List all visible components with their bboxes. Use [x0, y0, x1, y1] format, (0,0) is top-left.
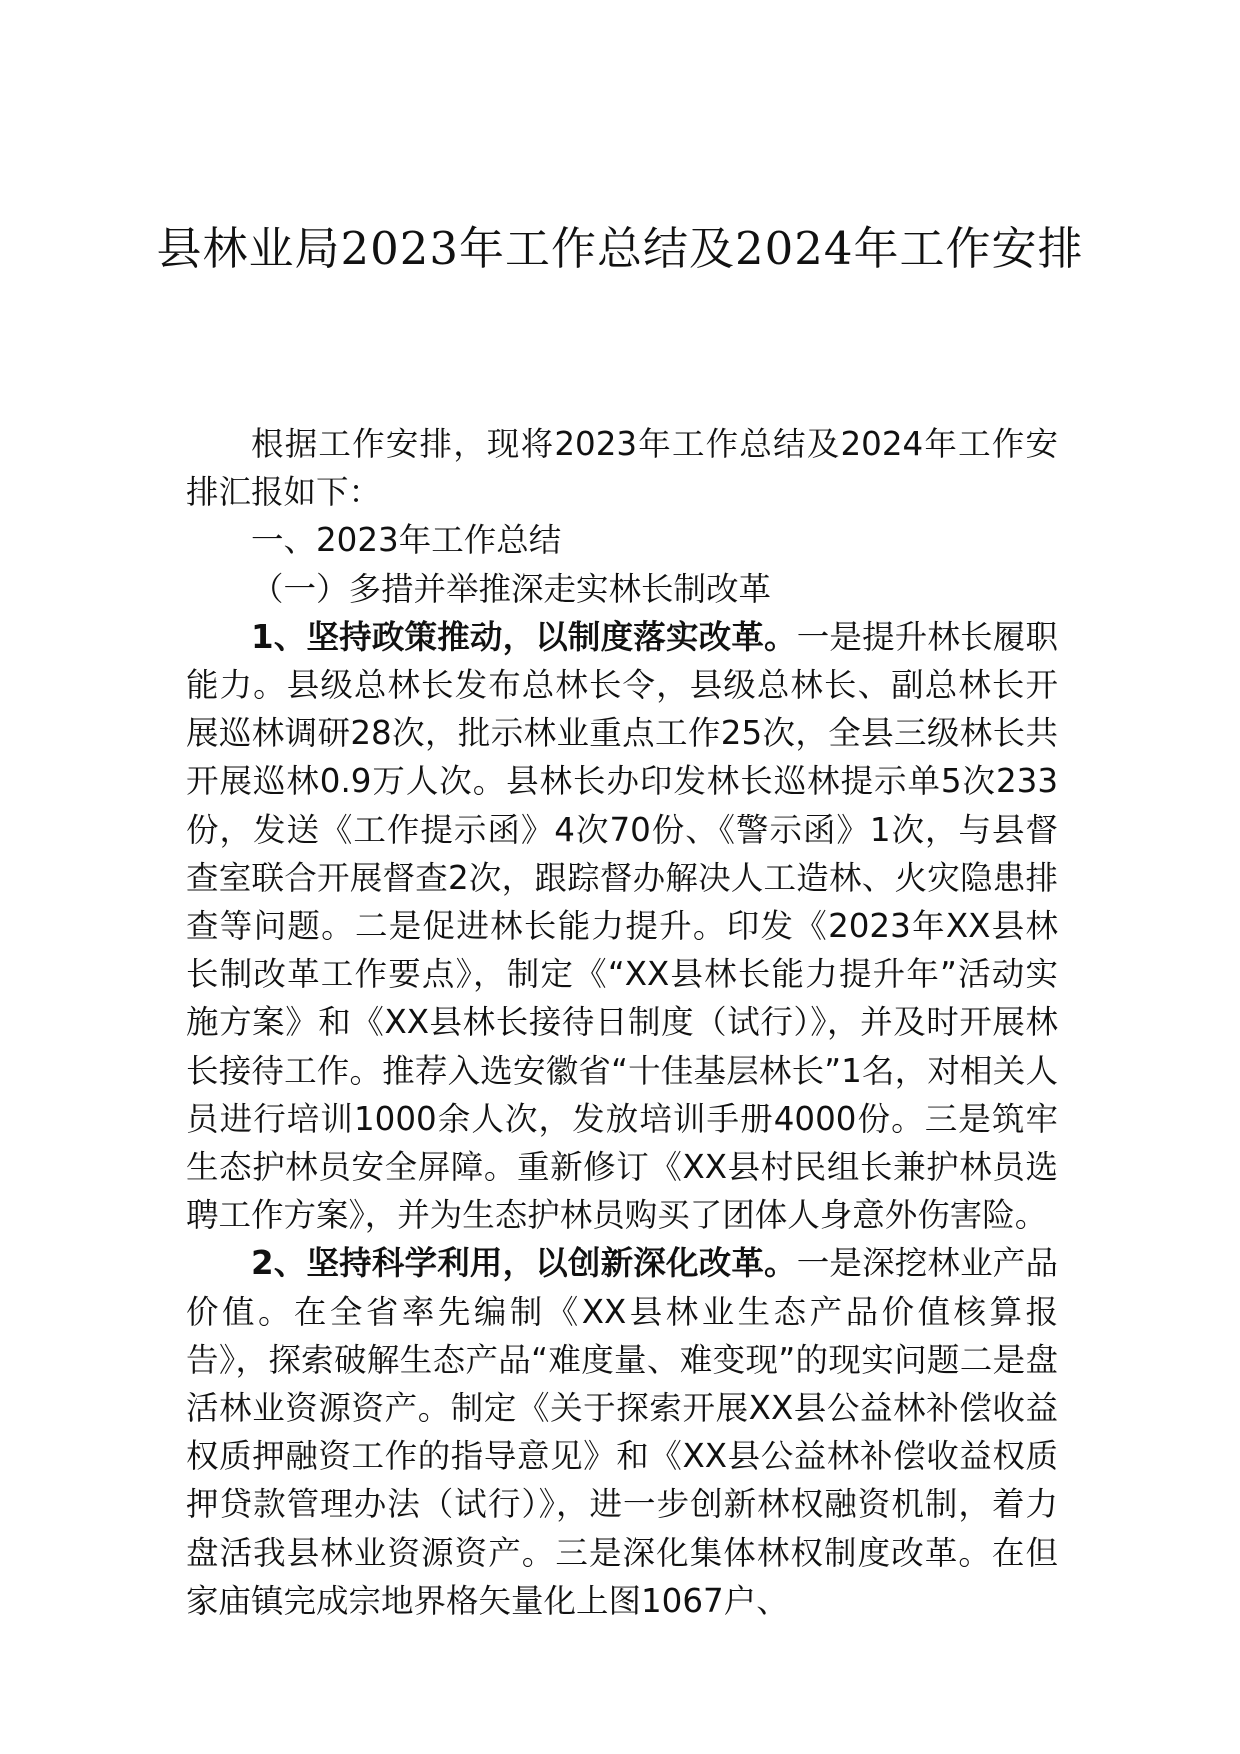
subsection-heading: （一）多措并举推深走实林长制改革	[251, 569, 772, 608]
document-title: 县林业局2023年工作总结及2024年工作安排	[156, 222, 1084, 275]
paragraph-1	[186, 613, 1058, 1240]
document-body	[186, 420, 1058, 1625]
section-heading: 一、2023年工作总结	[251, 521, 562, 560]
paragraph-2-text: 一是深挖林业产品价值。在全省率先编制《XX县林业生态产品价值核算报告》，探索破解生态产品“难度量、难变现”的现实问题二是盘活林业资源资产。制定《关于探索开展XX县公益林补偿收益权质押融资工作的指导意见》和《XX县公益林补偿收益权质押贷款管理办法（试行）》，进一步创新林权融资机制，着力盘活我县林业资源资产。三是深化集体林权制度改革。在但家庙镇完成宗地界格矢量化上图1067户、	[186, 1244, 1058, 1620]
paragraph-1-lead: 1、坚持政策推动，以制度落实改革。	[251, 617, 797, 656]
paragraph-1-text: 一是提升林长履职能力。县级总林长发布总林长令，县级总林长、副总林长开展巡林调研28次，批示林业重点工作25次，全县三级林长共开展巡林0.9万人次。县林长办印发林长巡林提示单5次233份，发送《工作提示函》4次70份、《警示函》1次，与县督查室联合开展督查2次，跟踪督办解决人工造林、火灾隐患排查等问题。二是促进林长能力提升。印发《2023年XX县林长制改革工作要点》，制定《“XX县林长能力提升年”活动实施方案》和《XX县林长接待日制度（试行）》，并及时开展林长接待工作。推荐入选安徽省“十佳基层林长”1名，对相关人员进行培训1000余人次，发放培训手册4000份。三是筑牢生态护林员安全屏障。重新修订《XX县村民组长兼护林员选聘工作方案》，并为生态护林员购买了团体人身意外伤害险。	[186, 617, 1058, 1235]
paragraph-2-lead: 2、坚持科学利用，以创新深化改革。	[251, 1244, 797, 1283]
intro-paragraph: 根据工作安排，现将2023年工作总结及2024年工作安排汇报如下：	[186, 425, 1058, 512]
paragraph-2	[186, 1239, 1058, 1625]
